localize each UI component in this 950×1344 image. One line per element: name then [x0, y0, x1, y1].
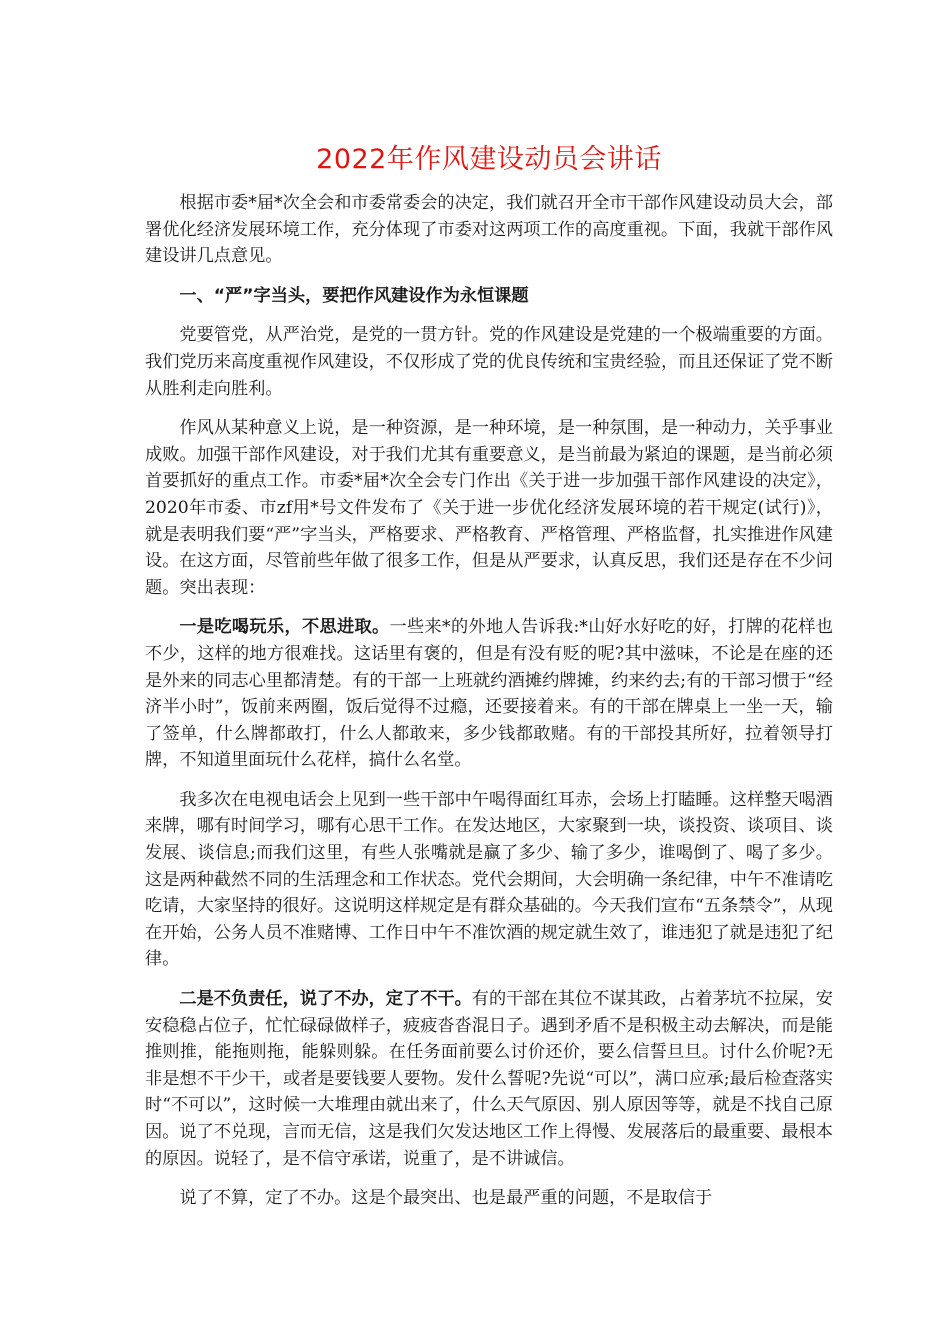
body-paragraph	[145, 787, 833, 973]
paragraph-text: 一、“严”字当头，要把作风建设作为永恒课题	[179, 285, 529, 306]
paragraph-text: 说了不算，定了不办。这是个最突出、也是最严重的问题，不是取信于	[179, 1188, 713, 1209]
paragraph-text: 党要管党，从严治党，是党的一贯方针。党的作风建设是党建的一个极端重要的方面。我们党历来高度重视作风建设，不仅形成了党的优良传统和宝贵经验，而且还保证了党不断从胜利走向胜利。	[145, 325, 833, 399]
paragraph-lead: 二是不负责任，说了不办，定了不干。	[179, 989, 472, 1010]
body-paragraph	[145, 415, 833, 601]
paragraph-text: 有的干部在其位不谋其政，占着茅坑不拉屎，安安稳稳占位子，忙忙碌碌做样子，疲疲沓沓混日子。遇到矛盾不是积极主动去解决，而是能推则推，能拖则拖，能躲则躲。在任务面前要么讨价还价，要么信誓旦旦。讨什么价呢?无非是想不干少干，或者是要钱要人要物。发什么誓呢?先说“可以”，满口应承;最后检查落实时“不可以”，这时候一大堆理由就出来了，什么天气原因、别人原因等等，就是不找自己原因。说了不兑现，言而无信，这是我们欠发达地区工作上得慢、发展落后的最重要、最根本的原因。说轻了，是不信守承诺，说重了，是不讲诚信。	[145, 989, 833, 1169]
paragraph-text: 作风从某种意义上说，是一种资源，是一种环境，是一种氛围，是一种动力，关乎事业成败。加强干部作风建设，对于我们尤其有重要意义，是当前最为紧迫的课题，是当前必须首要抓好的重点工作。市委*届*次全会专门作出《关于进一步加强干部作风建设的决定》，2020年市委、市zf用*号文件发布了《关于进一步优化经济发展环境的若干规定(试行)》，就是表明我们要“严”字当头，严格要求、严格教育、严格管理、严格监督，扎实推进作风建设。在这方面，尽管前些年做了很多工作，但是从严要求，认真反思，我们还是存在不少问题。突出表现：	[145, 418, 833, 598]
paragraph-text: 根据市委*届*次全会和市委常委会的决定，我们就召开全市干部作风建设动员大会，部署优化经济发展环境工作，充分体现了市委对这两项工作的高度重视。下面，我就干部作风建设讲几点意见。	[145, 193, 833, 267]
body-paragraph	[145, 1185, 833, 1212]
paragraph-lead: 一是吃喝玩乐，不思进取。	[179, 617, 390, 638]
document-page	[145, 140, 833, 1225]
paragraph-text: 我多次在电视电话会上见到一些干部中午喝得面红耳赤，会场上打瞌睡。这样整天喝酒来牌，哪有时间学习，哪有心思干工作。在发达地区，大家聚到一块，谈投资、谈项目、谈发展、谈信息;而我们这里，有些人张嘴就是赢了多少、输了多少，谁喝倒了、喝了多少。这是两种截然不同的生活理念和工作状态。党代会期间，大会明确一条纪律，中午不准请吃吃请，大家坚持的很好。这说明这样规定是有群众基础的。今天我们宣布“五条禁令”，从现在开始，公务人员不准赌博、工作日中午不准饮酒的规定就生效了，谁违犯了就是违犯了纪律。	[145, 789, 833, 970]
document-title: 2022年作风建设动员会讲话	[316, 144, 662, 175]
section-heading	[145, 283, 833, 310]
body-paragraph	[145, 190, 833, 270]
document-body	[145, 190, 833, 1212]
body-paragraph	[145, 322, 833, 402]
paragraph-text: 一些来*的外地人告诉我:*山好水好吃的好，打牌的花样也不少，这样的地方很难找。这话里有褒的，但是有没有贬的呢?其中滋味，不论是在座的还是外来的同志心里都清楚。有的干部一上班就约酒摊约牌摊，约来约去;有的干部习惯于“经济半小时”，饭前来两圈，饭后觉得不过瘾，还要接着来。有的干部在牌桌上一坐一天，输了签单，什么牌都敢打，什么人都敢来，多少钱都敢赌。有的干部投其所好，拉着领导打牌，不知道里面玩什么花样，搞什么名堂。	[145, 617, 833, 771]
body-paragraph	[145, 614, 833, 774]
body-paragraph	[145, 986, 833, 1172]
